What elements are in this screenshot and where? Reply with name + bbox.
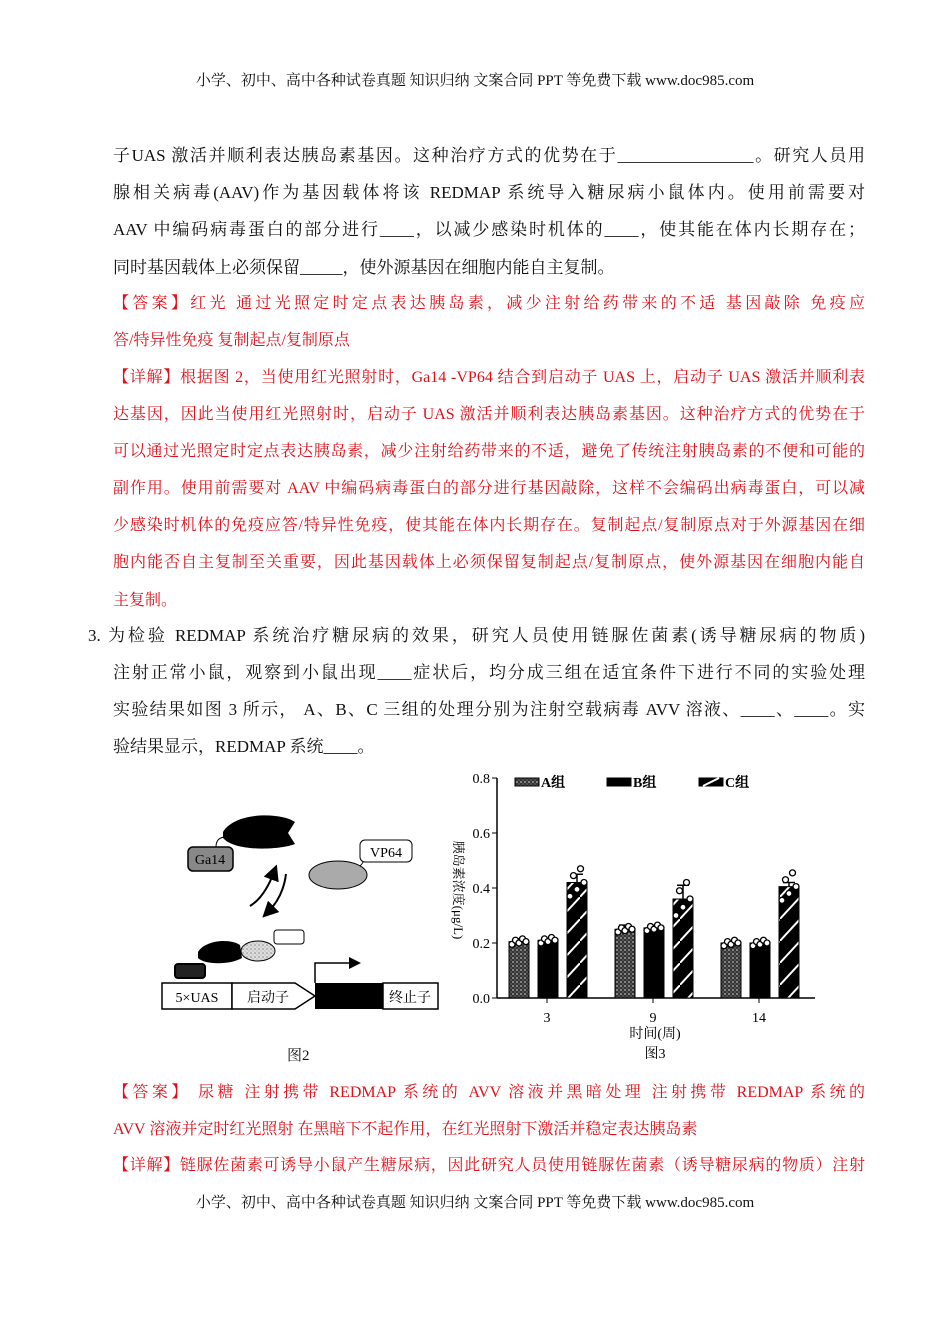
- answer-line: 【答案】红光 通过光照定时定点表达胰岛素，减少注射给药带来的不适 基因敲除 免疫应: [113, 295, 865, 312]
- data-point: [687, 896, 693, 902]
- data-point: [552, 937, 558, 943]
- y-tick-label: 0.6: [472, 827, 490, 842]
- data-point: [735, 940, 741, 946]
- x-tick-label: 3: [543, 1011, 551, 1026]
- data-point: [578, 866, 584, 872]
- transcription-arrow-icon: [315, 963, 355, 983]
- detail-line: 胞内能否自主复制至关重要，因此基因载体上必须保留复制起点/复制原点，使外源基因在细胞内能自: [113, 554, 865, 571]
- data-point: [779, 897, 785, 903]
- question-text-line: 腺相关病毒(AAV)作为基因载体将该 REDMAP 系统导入糖尿病小鼠体内。使用前需要对: [113, 183, 865, 202]
- page-footer: 小学、初中、高中各种试卷真题 知识归纳 文案合同 PPT 等免费下载 www.doc985.com: [195, 1195, 755, 1211]
- vp64-label: VP64: [370, 846, 402, 861]
- legend-swatch: [515, 778, 539, 786]
- x-tick-label: 9: [649, 1011, 657, 1026]
- answer-line: 答/特异性免疫 复制起点/复制原点: [113, 332, 350, 349]
- ga14-label: Ga14: [194, 853, 226, 868]
- y-tick-label: 0.8: [472, 772, 490, 787]
- data-point: [677, 888, 683, 894]
- chart-title: 图3: [644, 1047, 666, 1062]
- question-text-line: 验结果显示，REDMAP 系统____。: [113, 737, 375, 756]
- page-header: 小学、初中、高中各种试卷真题 知识归纳 文案合同 PPT 等免费下载 www.doc985.com: [195, 73, 755, 89]
- bar-A组: [721, 943, 741, 998]
- data-point: [786, 891, 792, 897]
- legend-label: C组: [725, 776, 750, 791]
- y-axis-label: 胰岛素浓度(μg/L): [451, 840, 466, 940]
- data-point: [629, 926, 635, 932]
- figure-2-caption: 图2: [287, 1048, 310, 1064]
- terminator-label: 终止子: [389, 991, 431, 1006]
- data-point: [673, 913, 679, 919]
- data-point: [790, 870, 796, 876]
- x-axis-label: 时间(周): [629, 1027, 681, 1042]
- detail-line: 副作用。使用前需要对 AAV 中编码病毒蛋白的部分进行基因敲除，这样不会编码出病毒蛋白，可以减: [113, 480, 865, 497]
- figure-3-chart: [440, 765, 830, 1065]
- data-point: [658, 925, 664, 931]
- data-point: [793, 884, 799, 890]
- answer-line: 【答案】 尿糖 注射携带 REDMAP 系统的 AVV 溶液并黑暗处理 注射携带 REDMAP 系统的: [113, 1084, 865, 1101]
- detail-line: 可以通过光照定时定点表达胰岛素，减少注射给药带来的不适，避免了传统注射胰岛素的不便和可能的: [113, 443, 865, 460]
- question-text-line: 子UAS 激活并顺利表达胰岛素基因。这种治疗方式的优势在于________________。研究人员用: [113, 146, 865, 165]
- data-point: [764, 940, 770, 946]
- data-point: [574, 886, 580, 892]
- arrow-up-icon: [250, 872, 274, 906]
- question-text-line: 注射正常小鼠，观察到小鼠出现____症状后，均分成三组在适宜条件下进行不同的实验处理: [113, 663, 865, 682]
- bar-A组: [509, 942, 529, 998]
- question-text-line: 同时基因载体上必须保留_____，使外源基因在细胞内能自主复制。: [113, 258, 615, 277]
- y-tick-label: 0.2: [472, 937, 490, 952]
- x-tick-label: 14: [752, 1011, 766, 1026]
- answer-line: AVV 溶液并定时红光照射 在黑暗下不起作用，在红光照射下激活并稳定表达胰岛素: [113, 1121, 698, 1138]
- data-point: [581, 880, 587, 886]
- y-tick-label: 0.0: [472, 992, 490, 1007]
- question-text-line: 3. 为检验 REDMAP 系统治疗糖尿病的效果，研究人员使用链脲佐菌素(诱导糖尿病的物质): [88, 626, 865, 645]
- data-point: [571, 873, 577, 879]
- promoter-label: 启动子: [247, 991, 289, 1006]
- y-tick-label: 0.4: [472, 882, 490, 897]
- question-text-line: AAV 中编码病毒蛋白的部分进行____，以减少感染时机体的____，使其能在体内长期存在；: [113, 220, 865, 239]
- data-point: [523, 939, 529, 945]
- bar-B组: [538, 940, 558, 998]
- detail-line: 达基因，因此当使用红光照射时，启动子 UAS 激活并顺利表达胰岛素基因。这种治疗方式的优势在于: [113, 406, 865, 423]
- bar-A组: [615, 929, 635, 998]
- figure-2-diagram: [150, 800, 450, 1065]
- data-point: [684, 880, 690, 886]
- legend-swatch: [607, 778, 631, 786]
- bar-B组: [644, 928, 664, 998]
- legend-label: A组: [541, 776, 566, 791]
- detail-line: 【详解】根据图 2，当使用红光照射时，Ga14 -VP64 结合到启动子 UAS 上，启动子 UAS 激活并顺利表: [113, 369, 865, 386]
- legend-label: B组: [633, 776, 657, 791]
- question-text-line: 实验结果如图 3 所示， A、B、C 三组的处理分别为注射空载病毒 AVV 溶液、____、____。实: [113, 700, 865, 719]
- bar-B组: [750, 943, 770, 998]
- detail-line: 少感染时机体的免疫应答/特异性免疫，使其能在体内长期存在。复制起点/复制原点对于外源基因在细: [113, 517, 865, 534]
- detail-line: 主复制。: [113, 592, 178, 609]
- data-point: [567, 893, 573, 899]
- detail-line: 【详解】链脲佐菌素可诱导小鼠产生糖尿病，因此研究人员使用链脲佐菌素（诱导糖尿病的物质）注射: [113, 1157, 865, 1174]
- uas-label: 5×UAS: [175, 991, 219, 1006]
- protein-top-shape: [223, 815, 295, 848]
- data-point: [680, 904, 686, 910]
- data-point: [783, 877, 789, 883]
